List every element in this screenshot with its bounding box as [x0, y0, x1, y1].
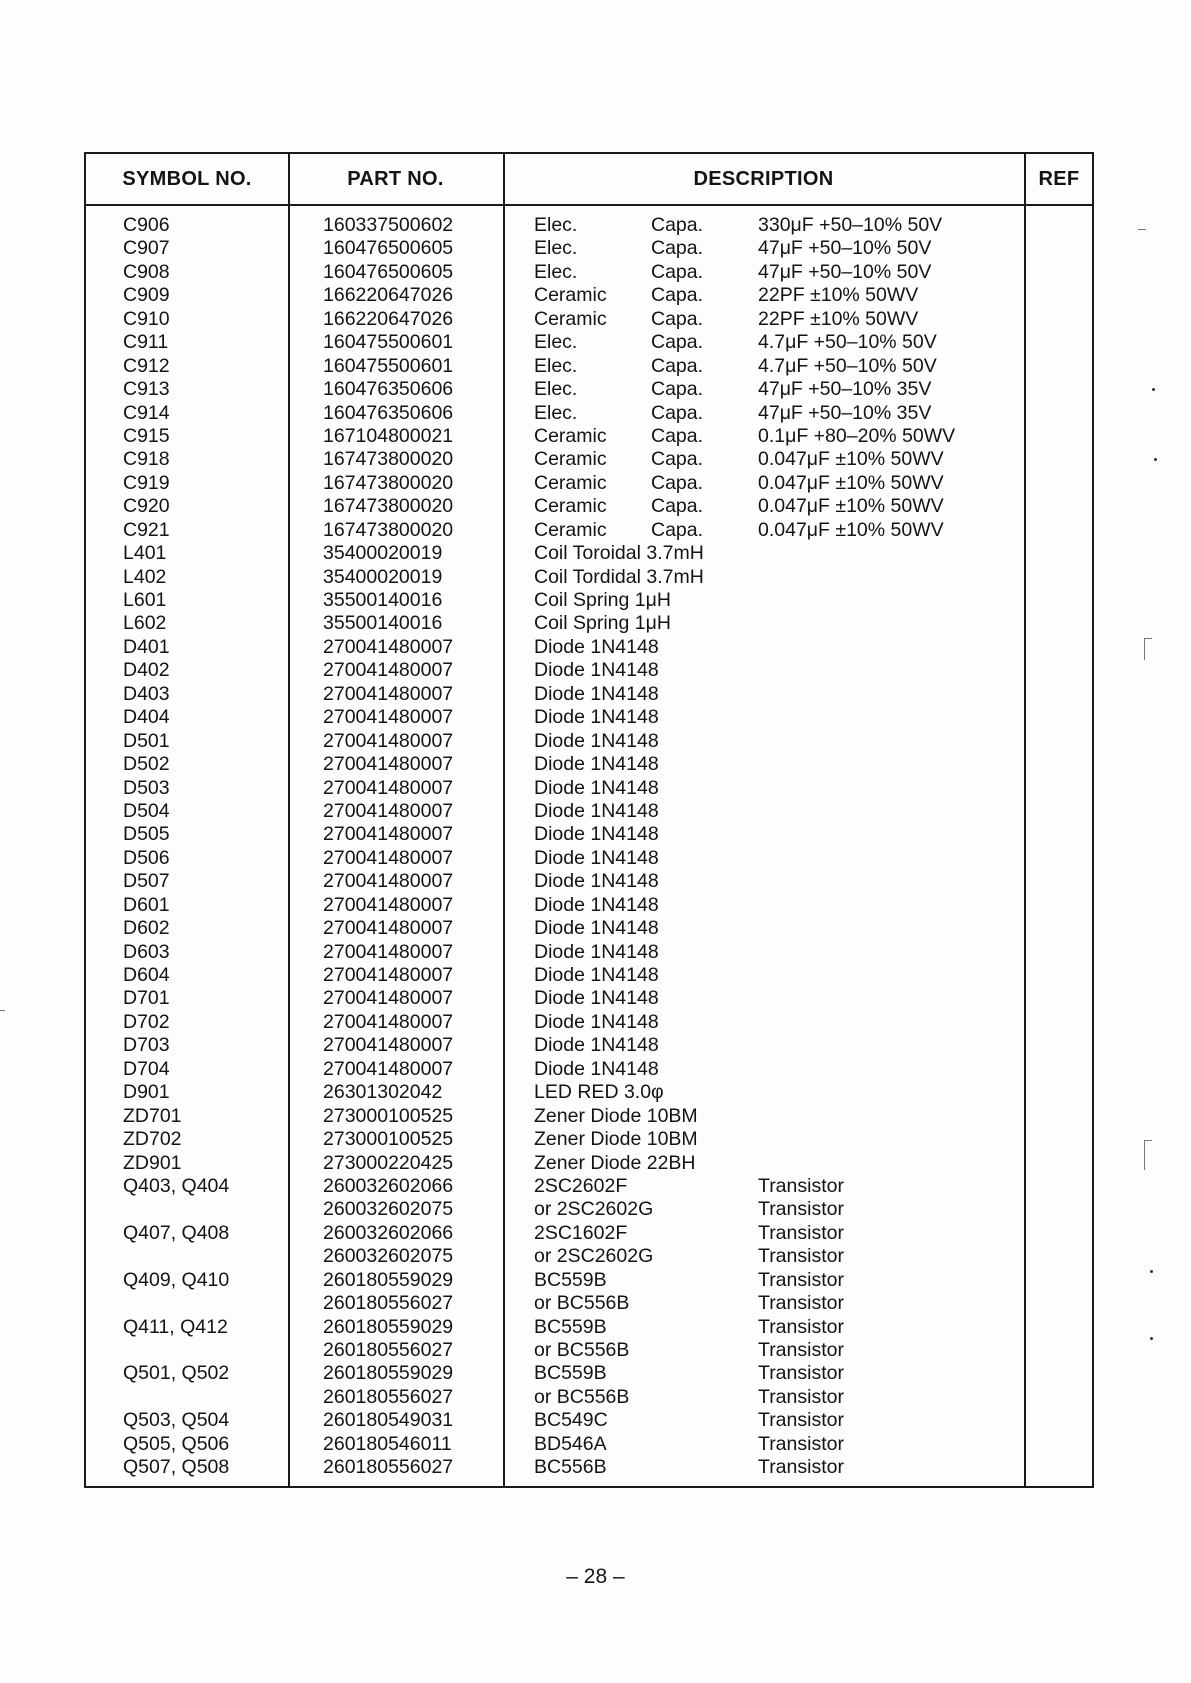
description-cell: Elec.: [534, 260, 578, 283]
symbol-cell: C911: [123, 331, 169, 354]
description-cell: or BC556B: [534, 1339, 630, 1361]
scan-speck: [1150, 1270, 1153, 1273]
part-no-cell: 260180549031: [323, 1409, 454, 1432]
description-cell: Diode 1N4148: [534, 917, 659, 940]
part-no-cell: 260180559029: [323, 1362, 454, 1385]
description-type-cell: Capa.: [651, 378, 704, 401]
table-row: [86, 261, 1092, 284]
part-no-cell: 270041480007: [323, 964, 454, 986]
description-cell: Elec.: [534, 354, 578, 377]
description-cell: BC559B: [534, 1268, 607, 1291]
description-cell: Elec.: [534, 214, 578, 236]
description-type-cell: Capa.: [651, 354, 704, 377]
description-cell: 2SC2602F: [534, 1174, 628, 1197]
symbol-cell: D507: [123, 870, 170, 893]
description-spec-cell: 0.047μF ±10% 50WV: [758, 495, 944, 518]
description-cell: Diode 1N4148: [534, 893, 659, 916]
description-cell: Elec.: [534, 331, 578, 354]
description-cell: Diode 1N4148: [534, 987, 659, 1010]
description-spec-cell: Transistor: [758, 1245, 844, 1268]
description-type-cell: Capa.: [651, 307, 704, 330]
table-row: [86, 1339, 1092, 1362]
header-ref: REF: [1038, 168, 1080, 190]
part-no-cell: 167473800020: [323, 448, 454, 471]
part-no-cell: 166220647026: [323, 307, 454, 330]
description-spec-cell: Transistor: [758, 1362, 844, 1385]
description-cell: Diode 1N4148: [534, 940, 659, 963]
header-divider: [86, 204, 1092, 206]
table-row: [86, 706, 1092, 729]
part-no-cell: 167473800020: [323, 495, 454, 518]
table-row: [86, 355, 1092, 378]
table-row: [86, 1128, 1092, 1151]
description-spec-cell: Transistor: [758, 1174, 844, 1197]
part-no-cell: 270041480007: [323, 823, 454, 846]
symbol-cell: D504: [123, 799, 170, 822]
description-cell: Diode 1N4148: [534, 682, 659, 705]
description-type-cell: Capa.: [651, 331, 704, 354]
description-spec-cell: 47μF +50–10% 50V: [758, 260, 932, 283]
table-row: [86, 1245, 1092, 1268]
scan-mark: [0, 1010, 5, 1011]
description-cell: Diode 1N4148: [534, 729, 659, 752]
scan-speck: [1152, 388, 1155, 391]
table-row: [86, 1198, 1092, 1221]
description-spec-cell: Transistor: [758, 1198, 844, 1221]
table-row: [86, 964, 1092, 987]
part-no-cell: 35400020019: [323, 542, 443, 565]
symbol-cell: D701: [123, 987, 170, 1010]
part-no-cell: 270041480007: [323, 753, 454, 776]
part-no-cell: 270041480007: [323, 682, 454, 705]
table-row: [86, 589, 1092, 612]
symbol-cell: C921: [123, 518, 170, 541]
part-no-cell: 260180556027: [323, 1456, 454, 1479]
table-row: [86, 542, 1092, 565]
description-type-cell: Capa.: [651, 401, 704, 424]
table-row: [86, 472, 1092, 495]
part-no-cell: 160476500605: [323, 237, 454, 260]
symbol-cell: Q505, Q506: [123, 1432, 230, 1455]
table-row: [86, 566, 1092, 589]
table-row: [86, 378, 1092, 401]
part-no-cell: 270041480007: [323, 893, 454, 916]
symbol-cell: C912: [123, 354, 170, 377]
scan-mark: [1144, 638, 1152, 639]
description-cell: Coil Spring 1μH: [534, 589, 671, 611]
table-row: [86, 612, 1092, 635]
description-cell: Elec.: [534, 401, 578, 424]
scan-mark: [1144, 638, 1145, 660]
description-type-cell: Capa.: [651, 471, 704, 494]
description-type-cell: Capa.: [651, 284, 704, 307]
symbol-cell: C920: [123, 495, 170, 518]
symbol-cell: D602: [123, 917, 170, 940]
description-cell: Diode 1N4148: [534, 706, 659, 729]
description-cell: Coil Tordidal 3.7mH: [534, 565, 704, 588]
description-cell: LED RED 3.0φ: [534, 1081, 664, 1104]
symbol-cell: Q507, Q508: [123, 1456, 230, 1479]
symbol-cell: D704: [123, 1057, 170, 1080]
table-row: [86, 1316, 1092, 1339]
symbol-cell: L601: [123, 589, 167, 611]
symbol-cell: D401: [123, 635, 170, 658]
part-no-cell: 270041480007: [323, 799, 454, 822]
part-no-cell: 167473800020: [323, 518, 454, 541]
header-part-no: PART NO.: [347, 168, 444, 190]
part-no-cell: 270041480007: [323, 940, 454, 963]
description-cell: BC556B: [534, 1456, 607, 1479]
description-spec-cell: 22PF ±10% 50WV: [758, 284, 919, 307]
description-type-cell: Capa.: [651, 214, 704, 236]
scan-mark: [1144, 1140, 1152, 1141]
page-number: – 28 –: [566, 1565, 625, 1588]
description-cell: Diode 1N4148: [534, 870, 659, 893]
symbol-cell: Q503, Q504: [123, 1409, 230, 1432]
part-no-cell: 260032602066: [323, 1174, 454, 1197]
table-row: [86, 777, 1092, 800]
symbol-cell: D901: [123, 1081, 170, 1104]
description-cell: Ceramic: [534, 424, 607, 447]
description-cell: Diode 1N4148: [534, 823, 659, 846]
description-spec-cell: Transistor: [758, 1221, 844, 1244]
description-spec-cell: Transistor: [758, 1339, 844, 1361]
part-no-cell: 35500140016: [323, 589, 443, 611]
description-cell: Zener Diode 22BH: [534, 1151, 696, 1174]
scan-speck: [1150, 1337, 1153, 1340]
part-no-cell: 160476500605: [323, 260, 454, 283]
table-row: [86, 1011, 1092, 1034]
symbol-cell: D503: [123, 776, 170, 799]
description-cell: Ceramic: [534, 307, 607, 330]
part-no-cell: 166220647026: [323, 284, 454, 307]
symbol-cell: Q411, Q412: [123, 1315, 228, 1338]
symbol-cell: D404: [123, 706, 170, 729]
table-row: [86, 402, 1092, 425]
symbol-cell: D703: [123, 1034, 170, 1057]
table-row: [86, 659, 1092, 682]
part-no-cell: 35500140016: [323, 612, 443, 635]
description-spec-cell: 47μF +50–10% 50V: [758, 237, 932, 260]
part-no-cell: 270041480007: [323, 729, 454, 752]
table-row: [86, 448, 1092, 471]
part-no-cell: 160476350606: [323, 378, 454, 401]
part-no-cell: 260032602075: [323, 1198, 454, 1221]
table-row: [86, 308, 1092, 331]
table-row: [86, 214, 1092, 237]
description-spec-cell: Transistor: [758, 1268, 844, 1291]
description-cell: BC559B: [534, 1362, 607, 1385]
symbol-cell: C918: [123, 448, 170, 471]
description-spec-cell: 47μF +50–10% 35V: [758, 378, 932, 401]
description-cell: 2SC1602F: [534, 1221, 628, 1244]
part-no-cell: 160476350606: [323, 401, 454, 424]
description-cell: or BC556B: [534, 1385, 630, 1408]
symbol-cell: D601: [123, 893, 170, 916]
part-no-cell: 273000220425: [323, 1151, 454, 1174]
symbol-cell: Q501, Q502: [123, 1362, 230, 1385]
description-cell: Ceramic: [534, 495, 607, 518]
table-row: [86, 519, 1092, 542]
description-cell: Diode 1N4148: [534, 799, 659, 822]
part-no-cell: 270041480007: [323, 987, 454, 1010]
table-row: [86, 941, 1092, 964]
symbol-cell: Q407, Q408: [123, 1221, 230, 1244]
description-cell: Ceramic: [534, 471, 607, 494]
symbol-cell: C914: [123, 401, 170, 424]
table-body: [86, 214, 1092, 1480]
table-row: [86, 1456, 1092, 1479]
part-no-cell: 270041480007: [323, 870, 454, 893]
part-no-cell: 273000100525: [323, 1128, 454, 1151]
description-spec-cell: Transistor: [758, 1432, 844, 1455]
scan-mark: [1144, 1140, 1145, 1170]
part-no-cell: 270041480007: [323, 1057, 454, 1080]
symbol-cell: D604: [123, 964, 170, 986]
table-row: [86, 1175, 1092, 1198]
description-cell: Ceramic: [534, 448, 607, 471]
table-row: [86, 636, 1092, 659]
part-no-cell: 270041480007: [323, 776, 454, 799]
description-cell: Ceramic: [534, 284, 607, 307]
description-cell: or 2SC2602G: [534, 1198, 654, 1221]
table-row: [86, 987, 1092, 1010]
table-row: [86, 894, 1092, 917]
symbol-cell: ZD701: [123, 1104, 182, 1127]
description-cell: BC549C: [534, 1409, 608, 1432]
description-spec-cell: 4.7μF +50–10% 50V: [758, 331, 937, 354]
part-no-cell: 260180556027: [323, 1385, 454, 1408]
part-no-cell: 260032602075: [323, 1245, 454, 1268]
scan-speck: [1154, 458, 1157, 461]
part-no-cell: 260180556027: [323, 1292, 454, 1315]
table-row: [86, 1222, 1092, 1245]
description-cell: Elec.: [534, 378, 578, 401]
table-row: [86, 1081, 1092, 1104]
header-symbol-no: SYMBOL NO.: [122, 168, 252, 190]
description-cell: Zener Diode 10BM: [534, 1104, 698, 1127]
symbol-cell: ZD901: [123, 1151, 182, 1174]
description-spec-cell: Transistor: [758, 1385, 844, 1408]
table-row: [86, 753, 1092, 776]
symbol-cell: ZD702: [123, 1128, 182, 1151]
description-cell: Diode 1N4148: [534, 776, 659, 799]
symbol-cell: L401: [123, 542, 167, 565]
symbol-cell: D603: [123, 940, 170, 963]
part-no-cell: 167104800021: [323, 424, 454, 447]
table-row: [86, 1269, 1092, 1292]
symbol-cell: C910: [123, 307, 170, 330]
header-description: DESCRIPTION: [693, 168, 834, 190]
table-row: [86, 237, 1092, 260]
description-type-cell: Capa.: [651, 237, 704, 260]
table-row: [86, 1362, 1092, 1385]
part-no-cell: 26301302042: [323, 1081, 443, 1104]
symbol-cell: Q409, Q410: [123, 1268, 230, 1291]
table-row: [86, 917, 1092, 940]
description-cell: Diode 1N4148: [534, 1034, 659, 1057]
description-cell: Diode 1N4148: [534, 964, 659, 986]
description-spec-cell: 4.7μF +50–10% 50V: [758, 354, 937, 377]
symbol-cell: C909: [123, 284, 170, 307]
symbol-cell: C915: [123, 424, 170, 447]
description-spec-cell: 330μF +50–10% 50V: [758, 214, 943, 236]
part-no-cell: 270041480007: [323, 1034, 454, 1057]
table-row: [86, 1409, 1092, 1432]
table-row: [86, 1152, 1092, 1175]
symbol-cell: C913: [123, 378, 170, 401]
part-no-cell: 273000100525: [323, 1104, 454, 1127]
description-spec-cell: 0.047μF ±10% 50WV: [758, 518, 944, 541]
description-cell: or BC556B: [534, 1292, 630, 1315]
description-spec-cell: 0.1μF +80–20% 50WV: [758, 424, 956, 447]
table-row: [86, 683, 1092, 706]
table-row: [86, 800, 1092, 823]
symbol-cell: C906: [123, 214, 170, 236]
part-no-cell: 270041480007: [323, 635, 454, 658]
part-no-cell: 160337500602: [323, 214, 454, 236]
description-type-cell: Capa.: [651, 424, 704, 447]
symbol-cell: D506: [123, 846, 170, 869]
description-type-cell: Capa.: [651, 260, 704, 283]
part-no-cell: 260180559029: [323, 1315, 454, 1338]
table-row: [86, 847, 1092, 870]
description-cell: BC559B: [534, 1315, 607, 1338]
symbol-cell: D702: [123, 1010, 170, 1033]
table-row: [86, 1386, 1092, 1409]
part-no-cell: 160475500601: [323, 331, 454, 354]
symbol-cell: D402: [123, 659, 170, 682]
part-no-cell: 260180546011: [323, 1432, 452, 1455]
table-row: [86, 1292, 1092, 1315]
description-cell: Ceramic: [534, 518, 607, 541]
part-no-cell: 270041480007: [323, 917, 454, 940]
description-type-cell: Capa.: [651, 495, 704, 518]
table-row: [86, 823, 1092, 846]
symbol-cell: D502: [123, 753, 170, 776]
part-no-cell: 35400020019: [323, 565, 443, 588]
description-cell: Diode 1N4148: [534, 635, 659, 658]
part-no-cell: 260032602066: [323, 1221, 454, 1244]
description-spec-cell: 0.047μF ±10% 50WV: [758, 471, 944, 494]
description-spec-cell: Transistor: [758, 1456, 844, 1479]
symbol-cell: D505: [123, 823, 170, 846]
description-cell: Diode 1N4148: [534, 659, 659, 682]
description-spec-cell: 22PF ±10% 50WV: [758, 307, 919, 330]
symbol-cell: C908: [123, 260, 170, 283]
symbol-cell: L602: [123, 612, 167, 635]
table-row: [86, 1034, 1092, 1057]
table-row: [86, 1058, 1092, 1081]
part-no-cell: 270041480007: [323, 659, 454, 682]
symbol-cell: C919: [123, 471, 170, 494]
description-type-cell: Capa.: [651, 518, 704, 541]
table-row: [86, 284, 1092, 307]
description-cell: Zener Diode 10BM: [534, 1128, 698, 1151]
description-spec-cell: 0.047μF ±10% 50WV: [758, 448, 944, 471]
description-cell: Elec.: [534, 237, 578, 260]
table-row: [86, 1105, 1092, 1128]
table-row: [86, 870, 1092, 893]
description-cell: BD546A: [534, 1432, 607, 1455]
description-cell: Coil Spring 1μH: [534, 612, 671, 635]
description-cell: Coil Toroidal 3.7mH: [534, 542, 704, 565]
table-row: [86, 495, 1092, 518]
symbol-cell: C907: [123, 237, 170, 260]
part-no-cell: 167473800020: [323, 471, 454, 494]
part-no-cell: 160475500601: [323, 354, 454, 377]
description-spec-cell: Transistor: [758, 1409, 844, 1432]
part-no-cell: 260180559029: [323, 1268, 454, 1291]
symbol-cell: L402: [123, 565, 167, 588]
table-row: [86, 331, 1092, 354]
description-cell: Diode 1N4148: [534, 846, 659, 869]
description-spec-cell: Transistor: [758, 1315, 844, 1338]
part-no-cell: 270041480007: [323, 846, 454, 869]
part-no-cell: 270041480007: [323, 706, 454, 729]
symbol-cell: D403: [123, 682, 170, 705]
description-cell: or 2SC2602G: [534, 1245, 654, 1268]
description-type-cell: Capa.: [651, 448, 704, 471]
symbol-cell: Q403, Q404: [123, 1174, 230, 1197]
description-spec-cell: 47μF +50–10% 35V: [758, 401, 932, 424]
description-cell: Diode 1N4148: [534, 1057, 659, 1080]
parts-list-table: [84, 152, 1094, 1488]
table-row: [86, 1433, 1092, 1456]
part-no-cell: 260180556027: [323, 1339, 454, 1361]
table-row: [86, 730, 1092, 753]
scan-mark: [1138, 229, 1146, 230]
description-cell: Diode 1N4148: [534, 753, 659, 776]
symbol-cell: D501: [123, 729, 170, 752]
table-row: [86, 425, 1092, 448]
part-no-cell: 270041480007: [323, 1010, 454, 1033]
description-cell: Diode 1N4148: [534, 1010, 659, 1033]
description-spec-cell: Transistor: [758, 1292, 844, 1315]
